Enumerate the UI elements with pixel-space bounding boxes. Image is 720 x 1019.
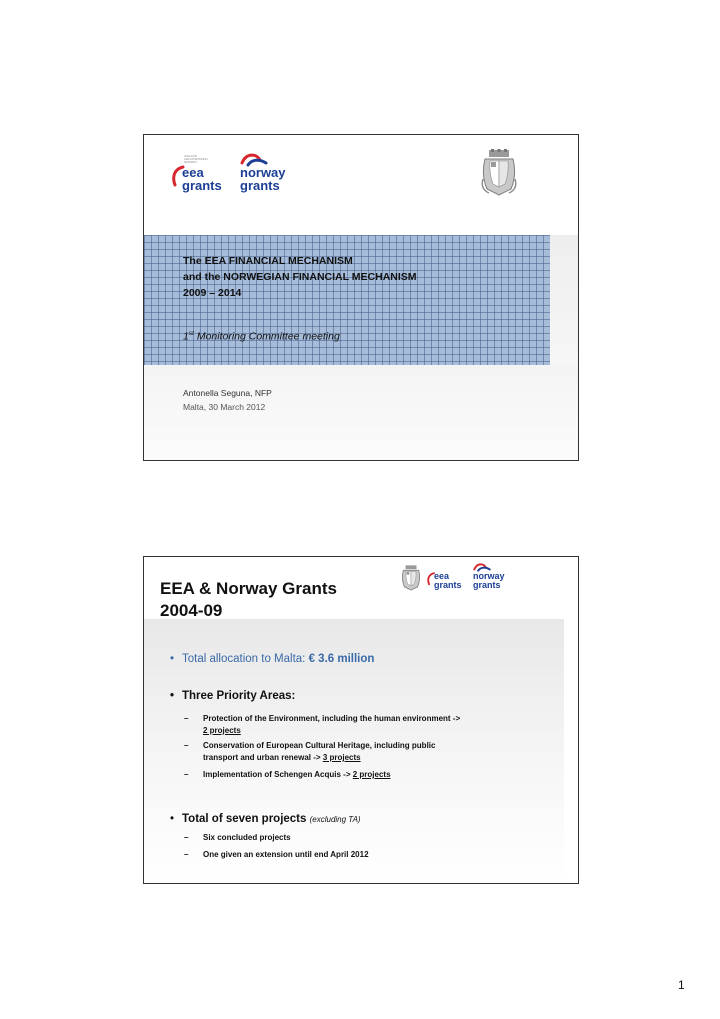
priority-item-3-label: Implementation of Schengen Acquis -> [203,770,353,779]
allocation-label: Total allocation to Malta: [182,653,309,665]
title-line-3: 2009 – 2014 [183,287,242,299]
norway-grants-logo-small [472,563,516,589]
author-name: Antonella Seguna, NFP [183,388,272,398]
norway-logo-grants-small: grants [473,580,501,590]
priority-item-3-text [203,769,391,780]
projects-text [182,813,361,825]
presentation-date: Malta, 30 March 2012 [183,402,266,412]
projects-note: (excluding TA) [309,815,361,824]
dash: – [184,741,189,750]
priority-item-2-cont-text [203,752,361,763]
priority-item-3-projects: 2 projects [352,770,391,779]
meeting-ordinal-number: 1 [183,330,189,343]
projects-label: Total of seven projects [182,813,307,825]
dash: – [184,833,189,842]
meeting-ordinal-suffix: st [188,330,194,337]
priority-item-1-projects: 2 projects [203,726,241,735]
page-number: 1 [678,978,685,992]
slide-heading-line-1: EEA & Norway Grants [160,579,337,598]
title-line-1: The EEA FINANCIAL MECHANISM [183,255,353,267]
title-line-2: and the NORWEGIAN FINANCIAL MECHANISM [183,271,417,283]
eea-logo-small-text-1: ICELAND [184,154,198,158]
eea-grants-logo [172,153,232,191]
eea-logo-small-text-3: NORWAY [184,160,198,164]
malta-coat-of-arms-icon [400,564,422,592]
eea-grants-logo-small [427,563,467,589]
dash: – [184,714,189,723]
project-item-2-text: One given an extension until end April 2012 [203,850,369,859]
priority-item-2-prefix: transport and urban renewal -> [203,753,323,762]
allocation-text [182,653,374,665]
eea-logo-small-text-2: LIECHTENSTEIN [184,157,208,161]
slide-heading-line-2: 2004-09 [160,601,223,620]
priority-item-2-projects: 3 projects [322,753,361,762]
author-band-background [144,365,578,460]
bullet-dot: • [170,690,175,702]
eea-logo-grants: grants [182,178,222,193]
norway-logo-word: norway [240,165,286,180]
malta-coat-of-arms-icon [479,149,519,197]
bullet-dot: • [170,813,175,825]
bullet-dot: • [170,653,175,665]
meeting-subtitle [183,330,340,343]
allocation-value: € 3.6 million [308,653,375,665]
dash: – [184,850,189,859]
eea-logo-word: eea [182,165,204,180]
meeting-text: Monitoring Committee meeting [193,330,340,343]
priority-areas-heading: Three Priority Areas: [182,690,296,702]
grants-overview-slide [143,556,579,884]
eea-logo-grants-small: grants [434,580,462,590]
project-item-1-text: Six concluded projects [203,833,291,842]
priority-item-2-text: Conservation of European Cultural Heritage, including public [203,741,436,750]
dash: – [184,770,189,779]
norway-logo-grants: grants [240,178,280,193]
priority-item-1-text: Protection of the Environment, including the human environment -> [203,714,461,723]
title-slide [143,134,579,461]
eea-logo-word-small: eea [434,571,450,581]
norway-logo-word-small: norway [473,571,505,581]
norway-grants-logo [238,153,300,191]
